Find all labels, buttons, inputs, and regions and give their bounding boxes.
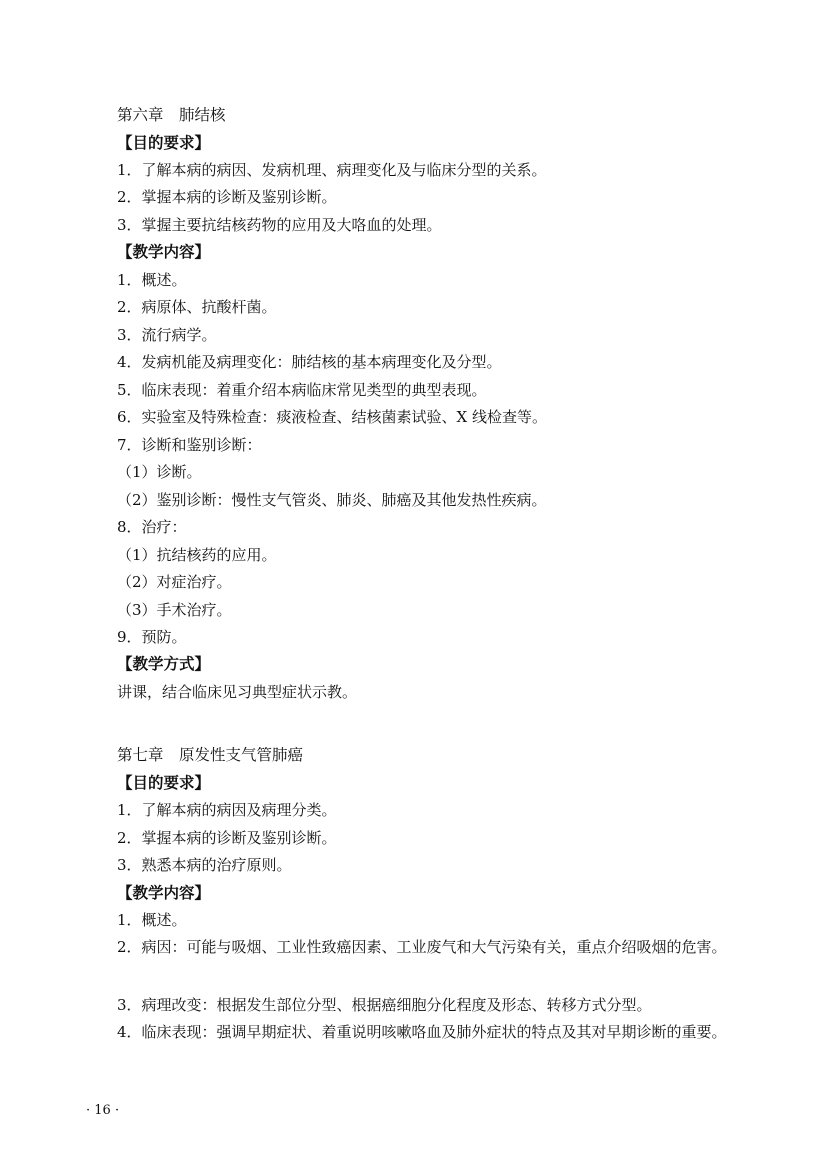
ch7-goal-heading: 【目的要求】: [117, 774, 211, 792]
ch6-content-7-1: （1）诊断。: [117, 463, 202, 481]
ch7-content-2: 2．病因：可能与吸烟、工业性致癌因素、工业废气和大气污染有关，重点介绍吸烟的危害。: [117, 938, 727, 956]
ch6-content-8-3: （3）手术治疗。: [117, 601, 232, 619]
ch7-goal-3: 3．熟悉本病的治疗原则。: [117, 856, 292, 874]
ch6-method-heading: 【教学方式】: [117, 655, 211, 673]
ch6-content-7-2: （2）鉴别诊断：慢性支气管炎、肺炎、肺癌及其他发热性疾病。: [117, 491, 547, 509]
ch7-goal-2: 2．掌握本病的诊断及鉴别诊断。: [117, 829, 337, 847]
ch6-goal-3: 3．掌握主要抗结核药物的应用及大咯血的处理。: [117, 216, 442, 234]
chapter-7-title: 第七章 原发性支气管肺癌: [117, 746, 304, 764]
page-number: · 16 ·: [86, 1103, 120, 1118]
ch7-content-3: 3．病理改变：根据发生部位分型、根据癌细胞分化程度及形态、转移方式分型。: [117, 996, 652, 1014]
ch6-goal-2: 2．掌握本病的诊断及鉴别诊断。: [117, 188, 337, 206]
ch6-content-heading: 【教学内容】: [117, 243, 211, 261]
ch6-content-8: 8．治疗：: [117, 518, 187, 536]
ch7-goal-1: 1．了解本病的病因及病理分类。: [117, 801, 337, 819]
ch6-content-9: 9．预防。: [117, 628, 187, 646]
ch7-content-1: 1．概述。: [117, 911, 187, 929]
ch6-goal-heading: 【目的要求】: [117, 134, 211, 152]
ch6-method-text: 讲课，结合临床见习典型症状示教。: [117, 683, 358, 701]
ch7-content-4: 4．临床表现：强调早期症状、着重说明咳嗽咯血及肺外症状的特点及其对早期诊断的重要。: [117, 1023, 727, 1041]
ch6-content-7: 7．诊断和鉴别诊断：: [117, 436, 262, 454]
ch6-goal-1: 1．了解本病的病因、发病机理、病理变化及与临床分型的关系。: [117, 161, 547, 179]
ch6-content-5: 5．临床表现：着重介绍本病临床常见类型的典型表现。: [117, 381, 487, 399]
ch6-content-3: 3．流行病学。: [117, 326, 217, 344]
ch6-content-8-1: （1）抗结核药的应用。: [117, 546, 277, 564]
ch7-content-heading: 【教学内容】: [117, 884, 211, 902]
ch6-content-2: 2．病原体、抗酸杆菌。: [117, 298, 277, 316]
ch6-content-8-2: （2）对症治疗。: [117, 573, 232, 591]
ch6-content-4: 4．发病机能及病理变化：肺结核的基本病理变化及分型。: [117, 353, 502, 371]
ch6-content-1: 1．概述。: [117, 271, 187, 289]
chapter-6-title: 第六章 肺结核: [117, 106, 226, 124]
ch6-content-6: 6．实验室及特殊检查：痰液检查、结核菌素试验、X 线检查等。: [117, 408, 547, 426]
